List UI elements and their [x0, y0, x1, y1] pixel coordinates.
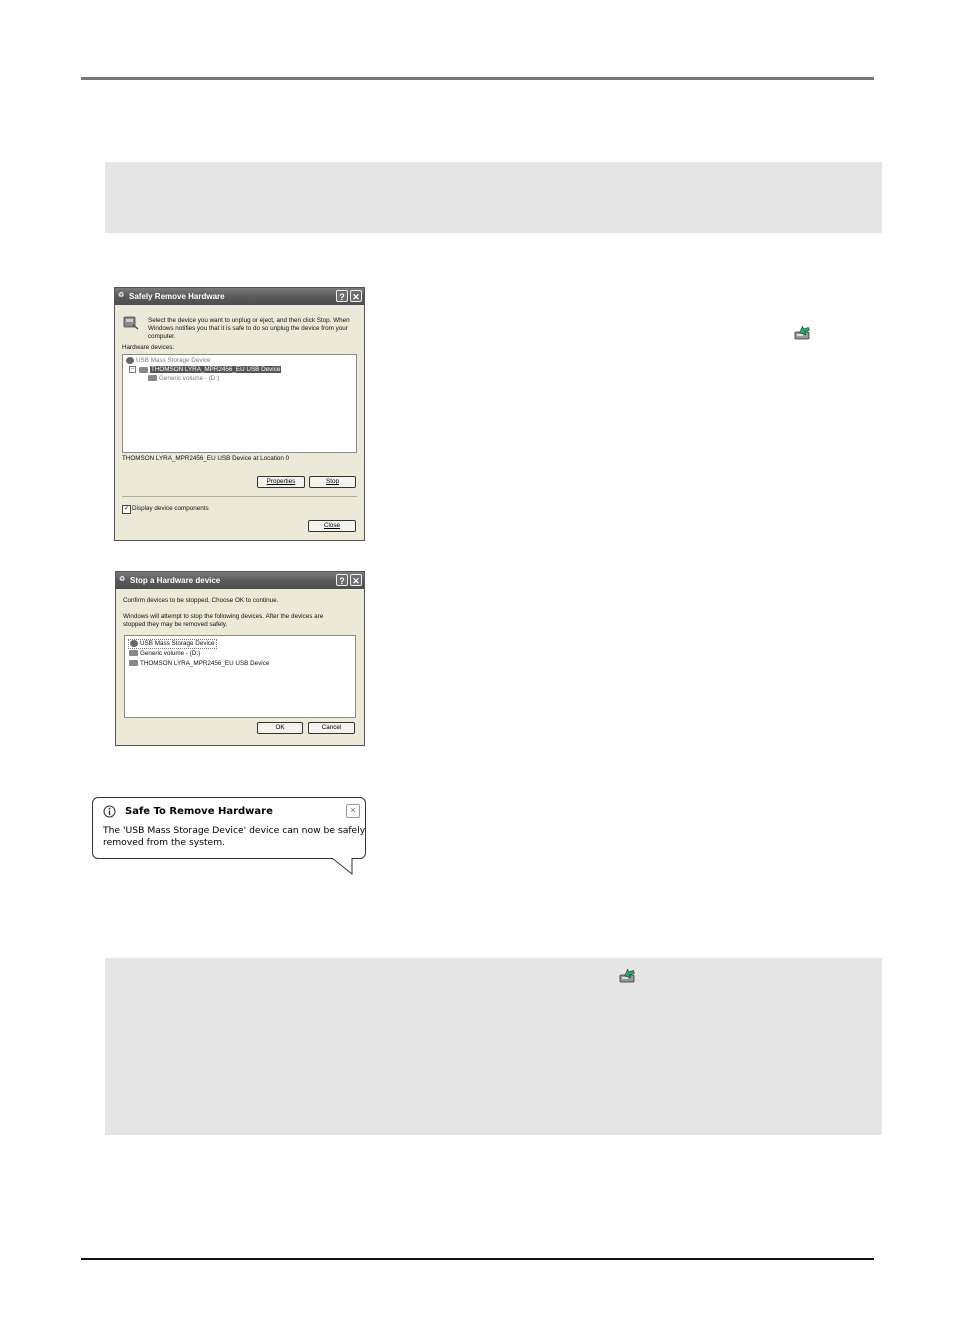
usb-device-icon	[126, 357, 134, 364]
close-icon[interactable]: ✕	[350, 574, 362, 586]
instruction-line-3: computer.	[148, 333, 176, 340]
display-components-label: Display device components	[132, 505, 209, 512]
confirm-text: Confirm devices to be stopped, Choose OK to continue.	[123, 597, 279, 604]
volume-icon	[148, 375, 157, 381]
instruction-line-2: Windows notifies you that it is safe to do so unplug the device from your	[148, 325, 348, 332]
safe-to-remove-balloon[interactable]	[92, 797, 366, 859]
drive-icon	[129, 660, 138, 666]
cancel-button[interactable]: Cancel	[308, 722, 355, 734]
hardware-icon	[122, 314, 140, 330]
safely-remove-hardware-icon	[793, 323, 813, 343]
tree-item-thomson-lyra[interactable]: − THOMSON LYRA_MPR2456_EU USB Device	[129, 366, 281, 374]
safely-remove-hardware-dialog	[114, 287, 365, 541]
tree-item-generic-volume[interactable]: Generic volume - (D:)	[148, 375, 219, 383]
hardware-devices-list[interactable]	[122, 354, 357, 453]
stop-button[interactable]: Stop	[309, 476, 356, 488]
info-icon	[103, 805, 116, 818]
bottom-rule	[81, 1258, 874, 1260]
balloon-message-line-2: removed from the system.	[103, 837, 226, 848]
stop-hardware-device-dialog	[115, 571, 365, 746]
warning-line-2: stopped they may be removed safely.	[123, 621, 228, 628]
hardware-title-icon: ♻	[118, 292, 125, 299]
dialog-title: Stop a Hardware device	[130, 576, 221, 585]
list-item[interactable]: USB Mass Storage Device	[128, 639, 217, 649]
dialog-title: Safely Remove Hardware	[129, 292, 225, 301]
balloon-tail	[330, 856, 360, 878]
dialog-titlebar	[115, 288, 364, 305]
devices-to-stop-list[interactable]	[124, 635, 356, 718]
top-rule	[81, 77, 874, 80]
tree-collapse-icon[interactable]: −	[129, 366, 136, 373]
list-item[interactable]: THOMSON LYRA_MPR2456_EU USB Device	[129, 660, 269, 668]
balloon-title: Safe To Remove Hardware	[125, 806, 273, 817]
instruction-line-1: Select the device you want to unplug or eject, and then click Stop. When	[148, 317, 350, 324]
help-button[interactable]: ?	[336, 290, 348, 302]
tree-item-usb-mass-storage[interactable]: USB Mass Storage Device	[126, 357, 211, 365]
balloon-close-button[interactable]: ×	[346, 804, 360, 818]
warning-line-1: Windows will attempt to stop the following devices. After the devices are	[123, 613, 324, 620]
dialog-titlebar	[116, 572, 364, 589]
balloon-message-line-1: The 'USB Mass Storage Device' device can now be safely	[103, 825, 366, 836]
safely-remove-hardware-icon	[618, 966, 638, 986]
hardware-devices-label: Hardware devices:	[122, 344, 175, 351]
volume-icon	[129, 650, 138, 656]
close-button[interactable]: Close	[308, 520, 356, 532]
note-box-top	[105, 162, 882, 233]
usb-device-icon	[130, 640, 138, 647]
display-components-checkbox[interactable]: ✓	[123, 506, 130, 512]
properties-button[interactable]: Properties	[257, 476, 305, 488]
drive-icon	[139, 367, 148, 373]
note-box-bottom	[105, 958, 882, 1135]
close-icon[interactable]: ✕	[350, 290, 362, 302]
list-item[interactable]: Generic volume - (D:)	[129, 650, 200, 658]
ok-button[interactable]: OK	[257, 722, 303, 734]
help-button[interactable]: ?	[336, 574, 348, 586]
device-status-text: THOMSON LYRA_MPR2456_EU USB Device at Location 0	[122, 455, 290, 462]
dialog-separator	[122, 496, 357, 497]
hardware-title-icon: ♻	[119, 576, 126, 583]
